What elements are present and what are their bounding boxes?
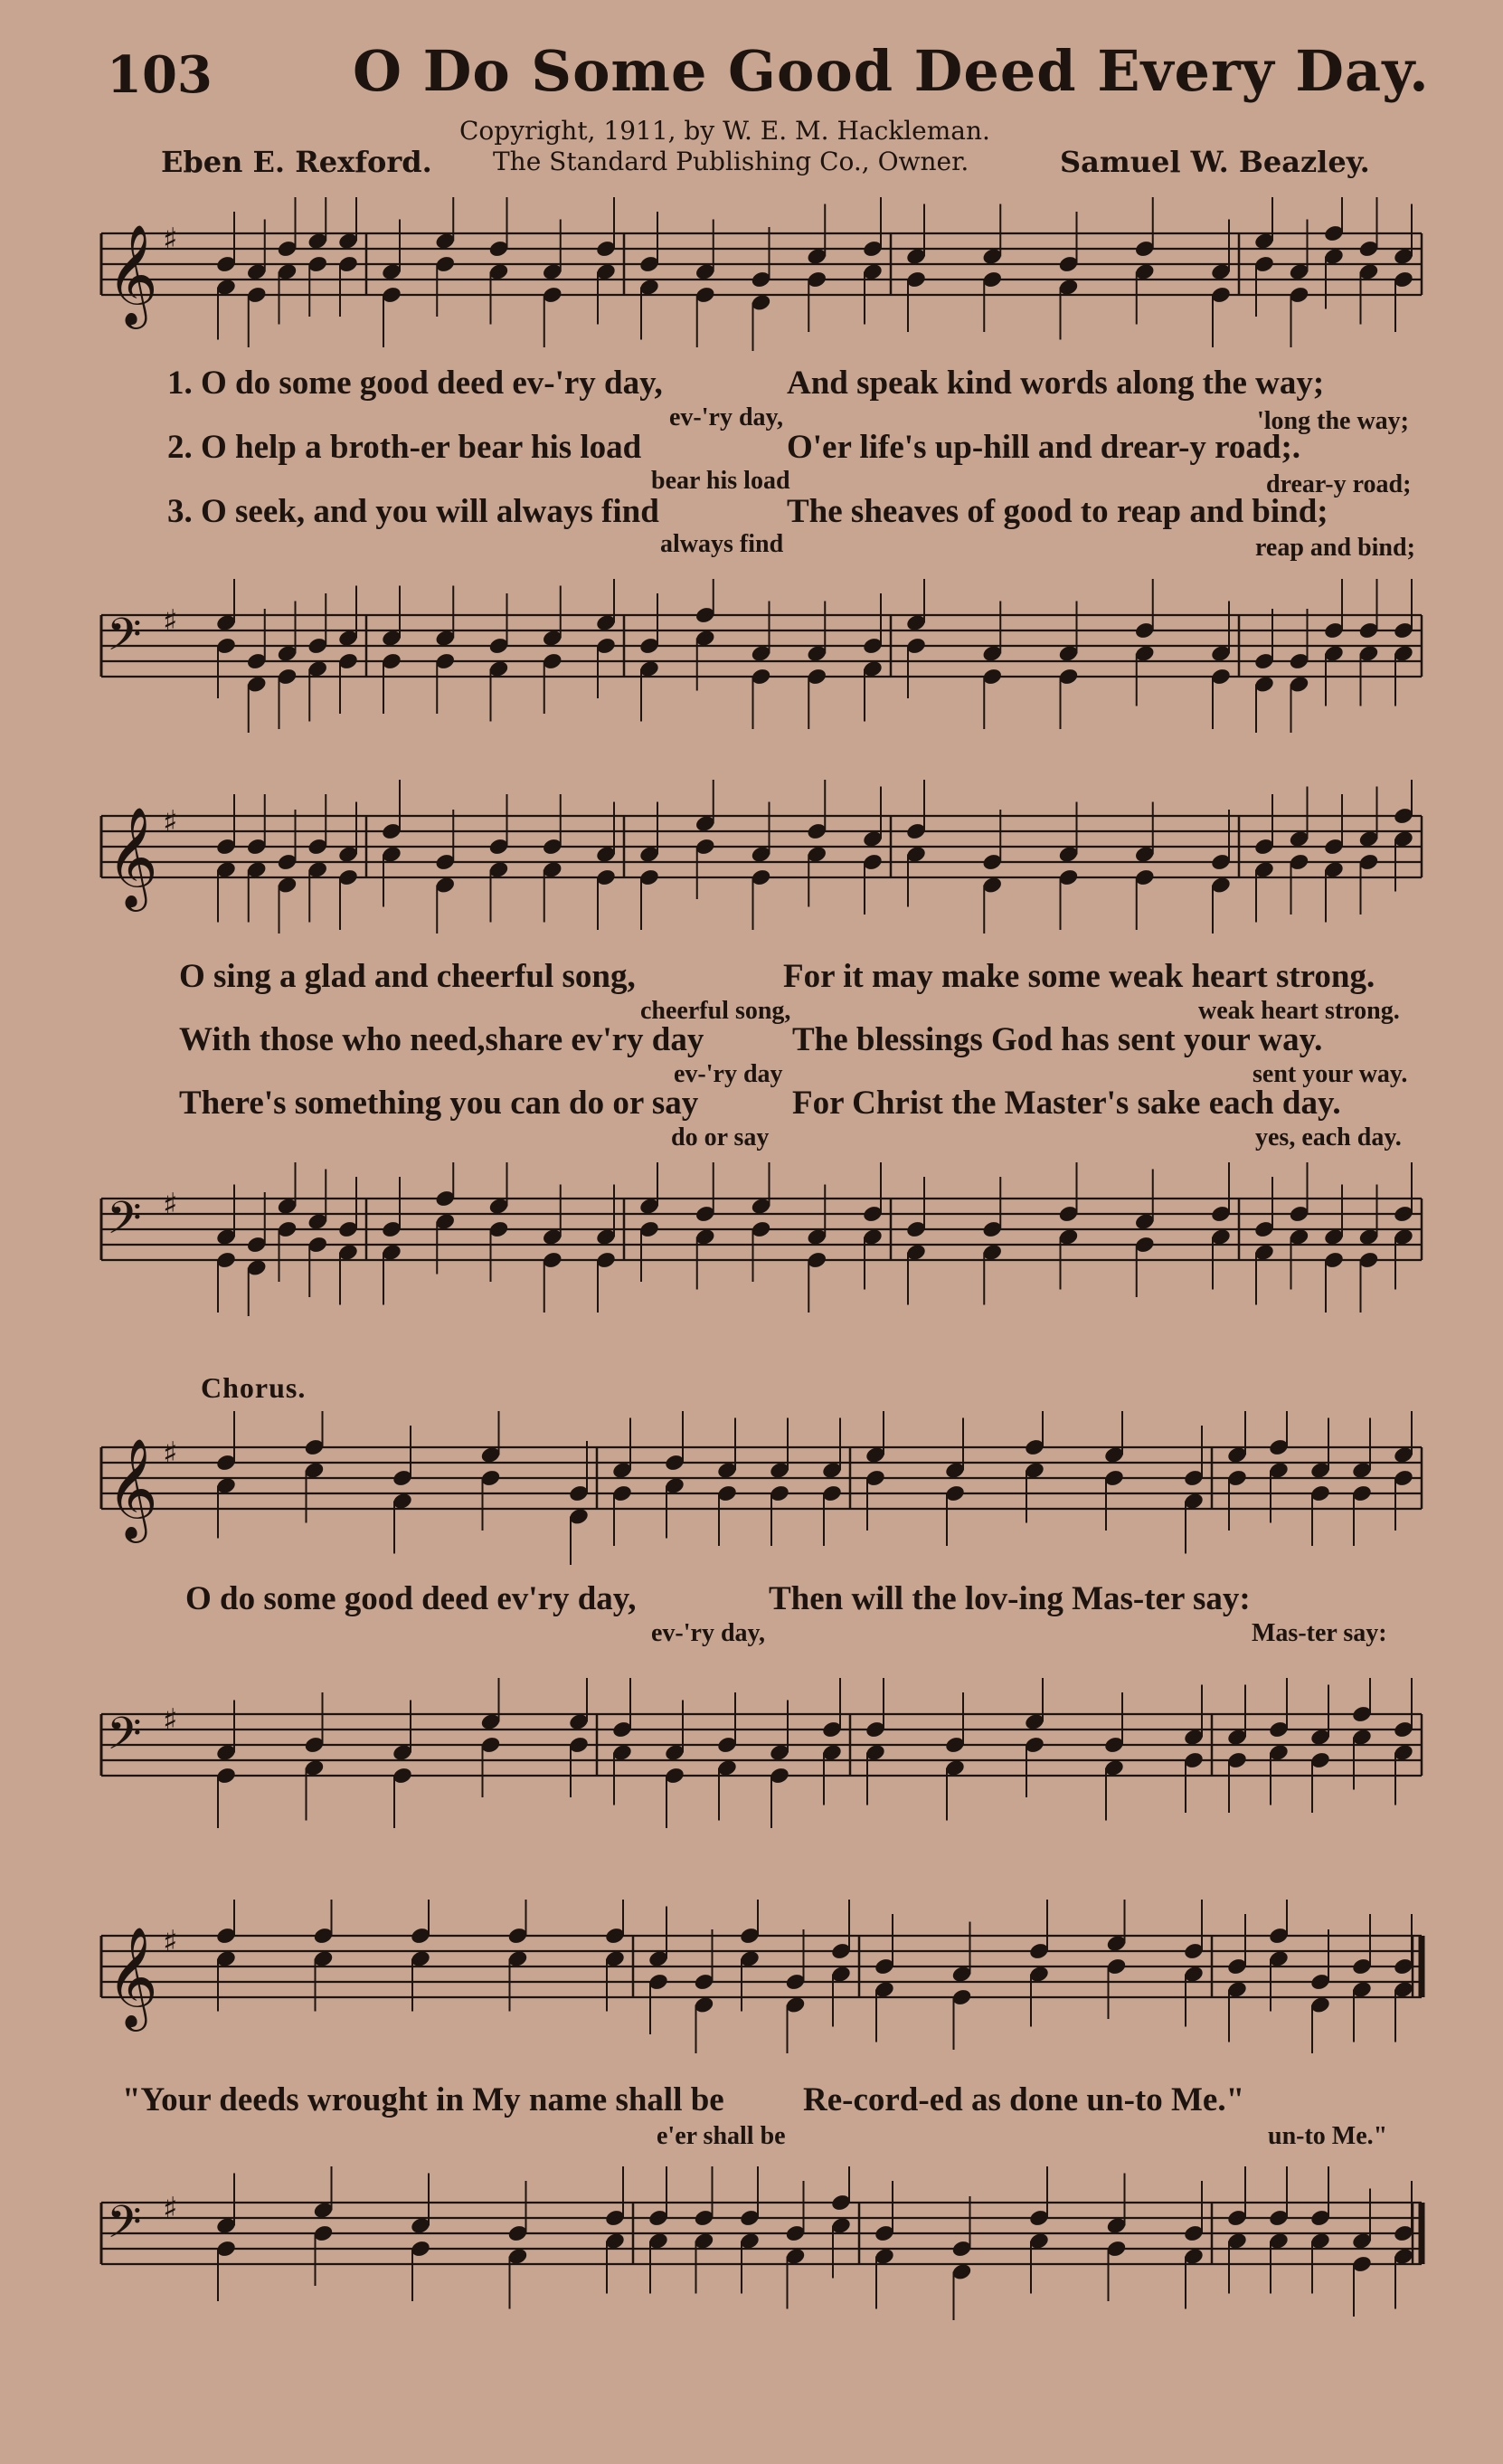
treble-clef-icon: 𝄞 — [107, 1437, 158, 1539]
key-sharp-icon: ♯ — [163, 2191, 178, 2228]
sys2-verse3-lyric-b: For Christ the Master's sake each day. — [792, 1085, 1341, 1122]
verse3-lyric-a: 3. O seek, and you will always find — [167, 493, 659, 530]
key-sharp-icon: ♯ — [163, 1436, 178, 1473]
treble-clef-icon: 𝄞 — [107, 1926, 158, 2027]
key-sharp-icon: ♯ — [163, 222, 178, 259]
sys2-verse2-lyric-b: The blessings God has sent your way. — [792, 1021, 1323, 1058]
chorus-lyric-2a: "Your deeds wrought in My name shall be — [122, 2081, 724, 2118]
chorus-echo-1b: Mas-ter say: — [1252, 1619, 1387, 1647]
key-sharp-icon: ♯ — [163, 804, 178, 841]
verse3-echo-b: reap and bind; — [1255, 534, 1415, 562]
chorus-lyric-2b: Re-cord-ed as done un-to Me." — [803, 2081, 1245, 2118]
sys2-verse3-echo-b: yes, each day. — [1255, 1123, 1402, 1151]
lyricist-credit: Eben E. Rexford. — [161, 145, 432, 179]
treble-staff-chorus-1 — [0, 1411, 1503, 1565]
verse2-echo-a: bear his load — [651, 467, 790, 495]
treble-clef-icon: 𝄞 — [107, 223, 158, 325]
sys2-verse3-lyric-a: There's something you can do or say — [179, 1085, 699, 1122]
bass-staff-system-2 — [0, 1162, 1503, 1316]
treble-staff-chorus-2 — [0, 1900, 1503, 2053]
chorus-label: Chorus. — [201, 1371, 307, 1404]
bass-clef-icon: 𝄢 — [107, 2196, 142, 2260]
publisher-line: The Standard Publishing Co., Owner. — [493, 147, 969, 176]
treble-staff-system-2 — [0, 780, 1503, 933]
verse3-lyric-b: The sheaves of good to reap and bind; — [787, 493, 1328, 530]
key-sharp-icon: ♯ — [163, 603, 178, 640]
composer-credit: Samuel W. Beazley. — [1060, 145, 1370, 179]
key-sharp-icon: ♯ — [163, 1924, 178, 1961]
verse1-lyric-a: 1. O do some good deed ev-'ry day, — [167, 365, 663, 402]
hymn-number: 103 — [107, 45, 213, 105]
treble-staff-system-1 — [0, 197, 1503, 351]
key-sharp-icon: ♯ — [163, 1187, 178, 1224]
verse1-lyric-b: And speak kind words along the way; — [787, 365, 1325, 402]
chorus-lyric-1a: O do some good deed ev'ry day, — [185, 1580, 637, 1617]
treble-clef-icon: 𝄞 — [107, 806, 158, 907]
sys2-verse1-echo-b: weak heart strong. — [1198, 997, 1400, 1025]
sys2-verse1-echo-a: cheerful song, — [640, 997, 791, 1025]
chorus-lyric-1b: Then will the lov-ing Mas-ter say: — [769, 1580, 1251, 1617]
verse1-echo-a: ev-'ry day, — [669, 403, 783, 431]
bass-staff-system-1 — [0, 579, 1503, 733]
verse2-lyric-a: 2. O help a broth-er bear his load — [167, 429, 642, 466]
chorus-echo-2b: un-to Me." — [1268, 2122, 1388, 2150]
chorus-echo-1a: ev-'ry day, — [651, 1619, 765, 1647]
hymn-title: O Do Some Good Deed Every Day. — [353, 38, 1430, 104]
sys2-verse1-lyric-a: O sing a glad and cheerful song, — [179, 958, 636, 995]
key-sharp-icon: ♯ — [163, 1702, 178, 1739]
bass-staff-chorus-1 — [0, 1678, 1503, 1832]
verse1-echo-b: 'long the way; — [1257, 407, 1409, 435]
verse3-echo-a: always find — [660, 530, 784, 558]
bass-clef-icon: 𝄢 — [107, 1192, 142, 1256]
sys2-verse2-lyric-a: With those who need,share ev'ry day — [179, 1021, 704, 1058]
sys2-verse2-echo-a: ev-'ry day — [674, 1060, 783, 1088]
verse2-echo-b: drear-y road; — [1266, 470, 1412, 498]
sys2-verse1-lyric-b: For it may make some weak heart strong. — [783, 958, 1375, 995]
bass-clef-icon: 𝄢 — [107, 1708, 142, 1771]
copyright-line: Copyright, 1911, by W. E. M. Hackleman. — [459, 116, 990, 146]
bass-clef-icon: 𝄢 — [107, 609, 142, 672]
chorus-echo-2a: e'er shall be — [657, 2122, 786, 2150]
bass-staff-chorus-2 — [0, 2166, 1503, 2320]
verse2-lyric-b: O'er life's up-hill and drear-y road;. — [787, 429, 1301, 466]
sys2-verse3-echo-a: do or say — [671, 1123, 770, 1151]
sys2-verse2-echo-b: sent your way. — [1252, 1060, 1408, 1088]
